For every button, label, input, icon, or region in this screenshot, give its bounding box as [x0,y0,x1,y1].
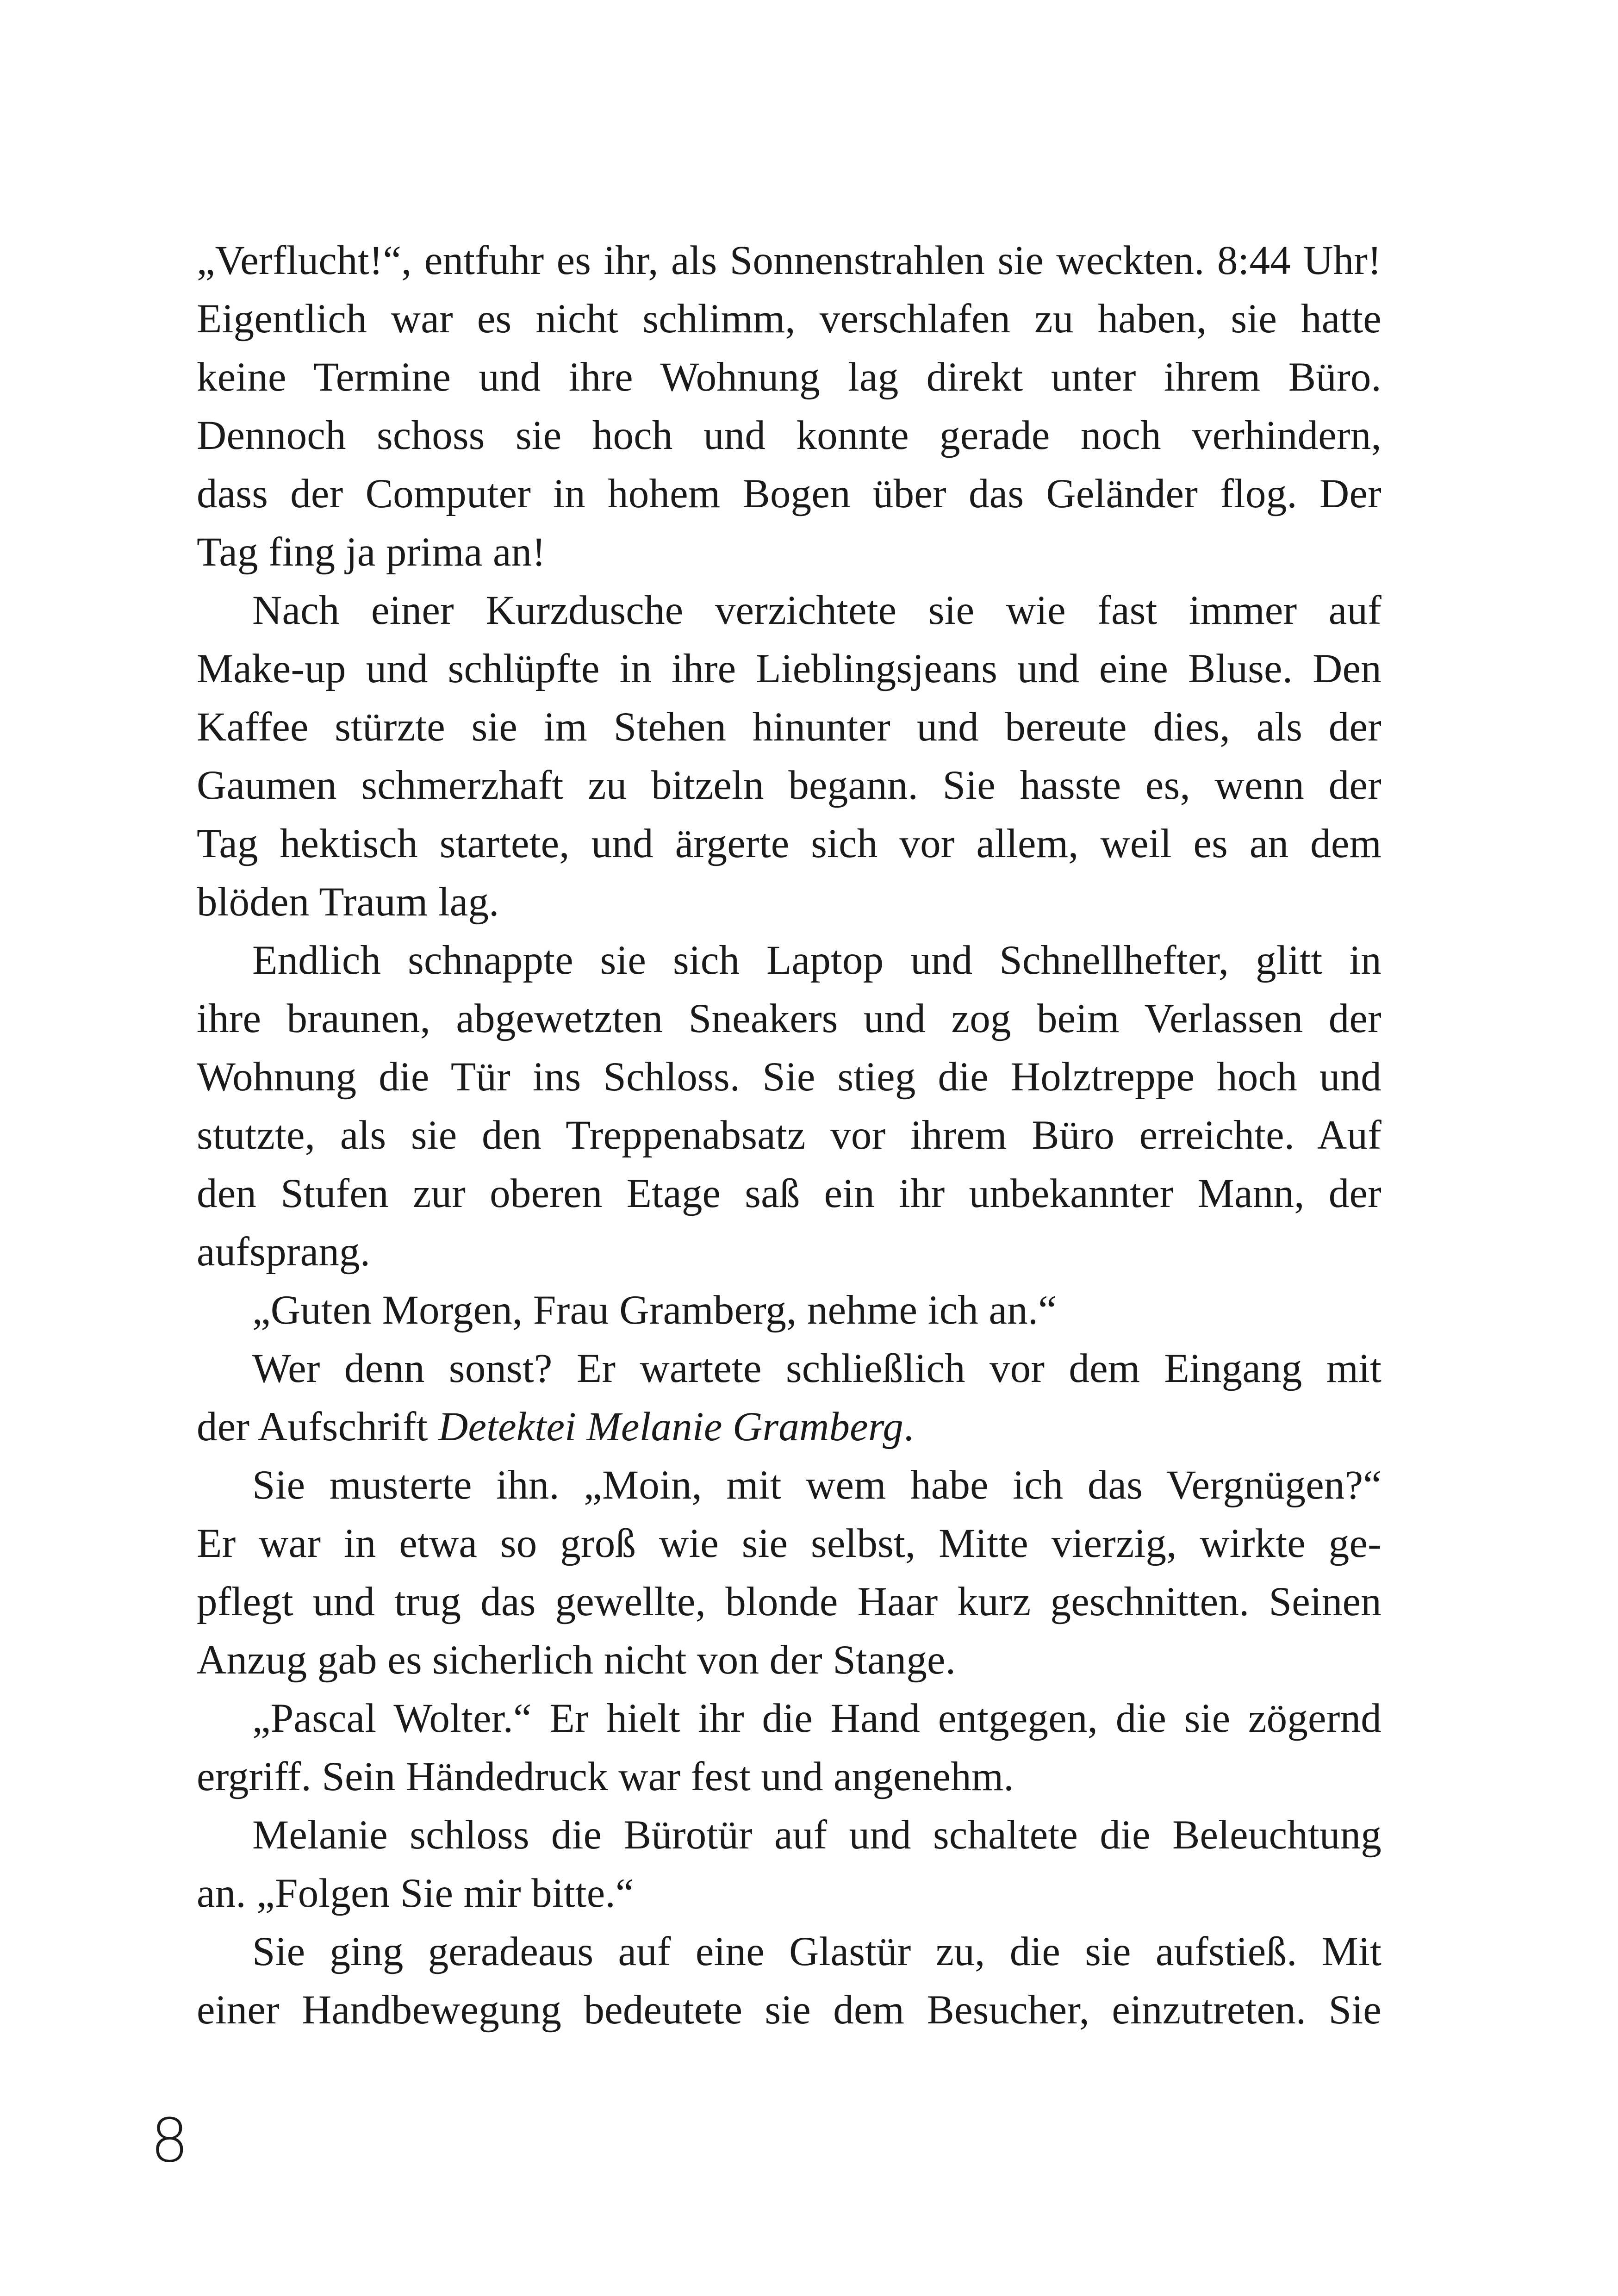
text-line: Anzug gab es sicherlich nicht von der Stange. [197,1637,956,1683]
text-line: Dennoch schoss sie hoch und konnte gerade noch verhindern, [197,413,1382,458]
body-text [197,231,1382,2039]
text-line: ihre braunen, abgewetzten Sneakers und zog beim Verlassen der [197,996,1382,1041]
text-line: Wohnung die Tür ins Schloss. Sie stieg die Holztreppe hoch und [197,1054,1382,1100]
text-span: der Aufschrift [197,1404,439,1450]
text-line: aufsprang. [197,1229,371,1275]
text-line: Make-up und schlüpfte in ihre Lieblingsjeans und eine Bluse. Den [197,646,1382,691]
text-line: dass der Computer in hohem Bogen über das Geländer flog. Der [197,471,1382,516]
agency-name: Detektei Melanie Gramberg [438,1404,904,1450]
text-line: „Guten Morgen, Frau Gramberg, nehme ich an.“ [252,1288,1057,1333]
text-line: Sie ging geradeaus auf eine Glastür zu, die sie aufstieß. Mit [252,1929,1382,1974]
text-line: Gaumen schmerzhaft zu bitzeln begann. Sie hasste es, wenn der [197,763,1382,808]
text-span: . [903,1404,914,1450]
text-line: Nach einer Kurzdusche verzichtete sie wie fast immer auf [252,588,1382,633]
text-line: „Verflucht!“, entfuhr es ihr, als Sonnenstrahlen sie weckten. 8:44 Uhr! [197,238,1382,283]
text-line: pflegt und trug das gewellte, blonde Haar kurz geschnitten. Seinen [197,1579,1382,1624]
text-line: Wer denn sonst? Er wartete schließlich vor dem Eingang mit [252,1346,1382,1391]
text-line [197,1398,1382,1456]
text-line: blöden Traum lag. [197,879,499,925]
text-line: einer Handbewegung bedeutete sie dem Besucher, einzutreten. Sie [197,1987,1382,2033]
text-line: keine Termine und ihre Wohnung lag direkt unter ihrem Büro. [197,355,1382,400]
text-line: Tag fing ja prima an! [197,529,546,575]
text-line: Kaffee stürzte sie im Stehen hinunter und bereute dies, als der [197,704,1382,750]
text-line: „Pascal Wolter.“ Er hielt ihr die Hand entgegen, die sie zögernd [252,1696,1382,1741]
text-line: Endlich schnappte sie sich Laptop und Schnellhefter, glitt in [252,938,1382,983]
text-line: Tag hektisch startete, und ärgerte sich vor allem, weil es an dem [197,821,1382,866]
text-line: Melanie schloss die Bürotür auf und schaltete die Beleuchtung [252,1812,1382,1858]
page-number: 8 [150,2105,189,2176]
text-line: Sie musterte ihn. „Moin, mit wem habe ich das Vergnügen?“ [252,1462,1382,1508]
text-line: Eigentlich war es nicht schlimm, verschlafen zu haben, sie hatte [197,296,1382,342]
text-line: an. „Folgen Sie mir bitte.“ [197,1871,634,1916]
text-line: stutzte, als sie den Treppenabsatz vor ihrem Büro erreichte. Auf [197,1113,1382,1158]
text-line: Er war in etwa so groß wie sie selbst, Mitte vierzig, wirkte ge- [197,1521,1382,1566]
text-line: ergriff. Sein Händedruck war fest und angenehm. [197,1754,1014,1799]
text-line: den Stufen zur oberen Etage saß ein ihr unbekannter Mann, der [197,1171,1382,1216]
